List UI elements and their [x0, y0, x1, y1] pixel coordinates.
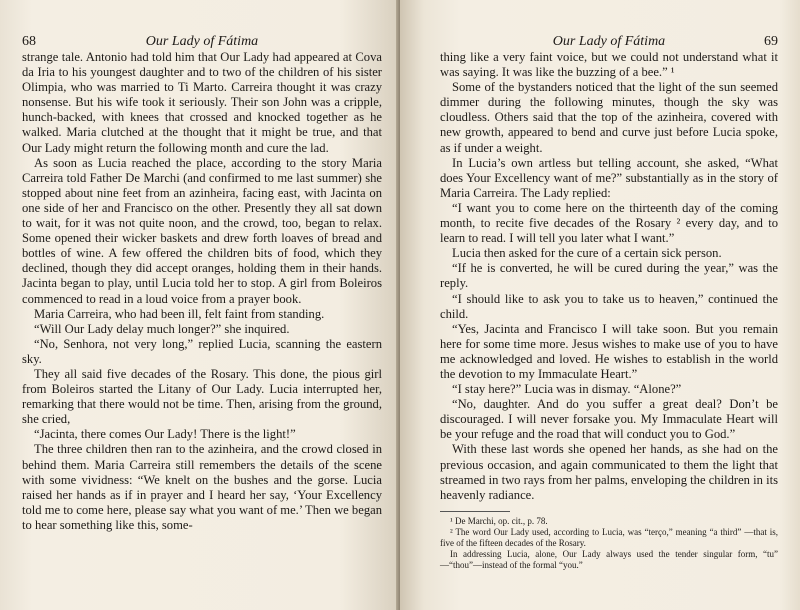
- paragraph: “Jacinta, there comes Our Lady! There is the light!”: [34, 427, 296, 442]
- paragraph: “I should like to ask you to take us to heaven,” continued the child.: [440, 291, 778, 321]
- paragraph: “No, daughter. And do you suffer a great deal? Don’t be discouraged. I will never forsake you. My Immaculate Heart will be your refuge and the road that will conduct you to God.”: [440, 397, 778, 442]
- paragraph: Maria Carreira, who had been ill, felt faint from standing.: [34, 306, 325, 321]
- left-page-header: [22, 28, 382, 50]
- paragraph: “Will Our Lady delay much longer?” she inquired.: [34, 321, 290, 336]
- footnote: ² The word Our Lady used, according to Lucia, was “terço,” meaning “a third” —that is, five of the fifteen decades of the Rosary.: [440, 526, 778, 548]
- paragraph: “Yes, Jacinta and Francisco I will take soon. But you remain here for some time more. Jesus wishes to make use of you to have me acknowledged and loved. He wishes to establish in the world the devotion to my Immaculate Heart.”: [440, 321, 778, 381]
- paragraph: Some of the bystanders noticed that the light of the sun seemed dimmer during the following minutes, though the sky was cloudless. Others said that the top of the azinheira, covered with new growth, appeared to bend and curve just before Lucia spoke, as if under a weight.: [440, 80, 778, 155]
- footnote-divider: [440, 511, 510, 512]
- page-number: 68: [22, 34, 36, 49]
- paragraph: “No, Senhora, not very long,” replied Lucia, scanning the eastern sky.: [22, 336, 382, 366]
- right-page-body: [440, 50, 778, 503]
- paragraph: strange tale. Antonio had told him that Our Lady had appeared at Cova da Iria to his youngest daughter and to two of the children of his sister Olimpia, who was married to Ti Marto. Carreira thought it was crazy nonsense. But his wife took it seriously. Their son John was a cripple, hunch-backed, with knees that crossed and knocked together as he walked. Maria clutched at the thought that it might be true, and that Our Lady might return the following month and cure the lad.: [22, 50, 382, 155]
- left-page-body: [22, 50, 382, 533]
- right-page-header: [440, 28, 778, 50]
- paragraph: “I stay here?” Lucia was in dismay. “Alone?”: [452, 382, 682, 397]
- paragraph: thing like a very faint voice, but we could not understand what it was saying. It was like the buzzing of a bee.” ¹: [440, 50, 778, 80]
- running-title: Our Lady of Fátima: [145, 34, 259, 49]
- footnotes: [440, 516, 778, 571]
- paragraph: “If he is converted, he will be cured during the year,” was the reply.: [440, 261, 778, 291]
- running-title: Our Lady of Fátima: [552, 34, 666, 49]
- right-page: [400, 0, 800, 610]
- paragraph: In Lucia’s own artless but telling account, she asked, “What does Your Excellency want of me?” substantially as in the story of Maria Carreira. The Lady replied:: [440, 155, 778, 200]
- paragraph: Lucia then asked for the cure of a certain sick person.: [452, 246, 722, 261]
- paragraph: With these last words she opened her hands, as she had on the previous occasion, and again communicated to them the light that streamed in two rays from her palms, enveloping the children in its heavenly radiance.: [440, 442, 778, 502]
- paragraph: The three children then ran to the azinheira, and the crowd closed in behind them. Maria Carreira still remembers the details of the scene with some vividness: “We knelt on the bushes and the gorse. Lucia raised her hands as if in prayer and I heard her say, ‘Your Excellency told me to come here, please say what you want of me.’ Then we began to hear something like this, some-: [22, 442, 382, 532]
- page-number: 69: [764, 34, 778, 49]
- footnote: ¹ De Marchi, op. cit., p. 78.: [450, 515, 548, 526]
- footnote: In addressing Lucia, alone, Our Lady always used the tender singular form, “tu” —“thou”—instead of the formal “you.”: [440, 548, 778, 570]
- paragraph: They all said five decades of the Rosary. This done, the pious girl from Boleiros started the Litany of Our Lady. Lucia interrupted her, remarking that there would not be time. Then, arising from the ground, she cried,: [22, 366, 382, 427]
- paragraph: As soon as Lucia reached the place, according to the story Maria Carreira told Father De Marchi (and confirmed to me last summer) she stopped about nine feet from an azinheira, facing east, with Jacinta on one side of her and Francisco on the other. Presently they all sat down to wait, for it was not quite noon, and the crowd, too, began to relax. Some opened their wicker baskets and drew forth loaves of bread and bottles of wine. A few offered the children bits of food, which they declined, though they did accept oranges, holding them in their hands. Jacinta began to play, until Lucia told her to stop. A girl from Boleiros commenced to read in a loud voice from a prayer book.: [22, 155, 382, 306]
- paragraph: “I want you to come here on the thirteenth day of the coming month, to recite five decades of the Rosary ² every day, and to learn to read. I will tell you later what I want.”: [440, 200, 778, 246]
